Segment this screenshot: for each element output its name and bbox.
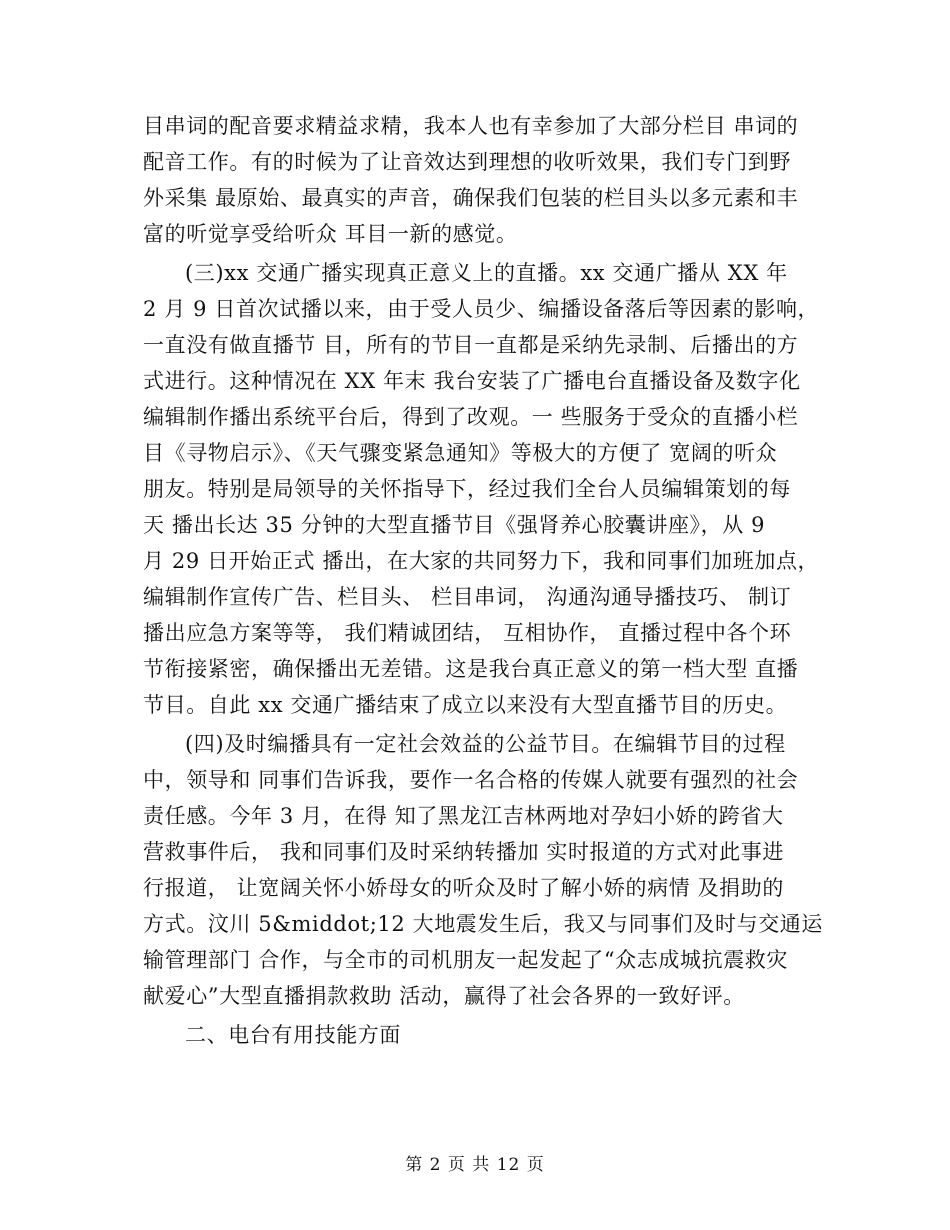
body-text-line: 中，领导和 同事们告诉我，要作一名合格的传媒人就要有强烈的社会 [143, 768, 799, 792]
body-text-line: 一直没有做直播节 目，所有的节目一直都是采纳先录制、后播出的方 [143, 333, 799, 357]
paragraph-heading-3: (三)xx 交通广播实现真正意义上的直播。xx 交通广播从 XX 年 [185, 261, 788, 285]
body-text-line: 输管理部门 合作，与全市的司机朋友一起发起了“众志成城抗震救灾 [143, 948, 789, 972]
body-text-line: 责任感。今年 3 月，在得 知了黑龙江吉林两地对孕妇小娇的跨省大 [143, 804, 784, 828]
body-text-line: 行报道， 让宽阔关怀小娇母女的听众及时了解小娇的病情 及捐助的 [143, 876, 784, 900]
body-text-line: 朋友。特别是局领导的关怀指导下，经过我们全台人员编辑策划的每 [143, 477, 791, 501]
body-text-line: 目《寻物启示》、《天气骤变紧急通知》等极大的方便了 宽阔的听众 [143, 441, 778, 465]
body-text-line: 节目。自此 xx 交通广播结束了成立以来没有大型直播节目的历史。 [143, 693, 788, 717]
body-text-line: 外采集 最原始、最真实的声音，确保我们包装的栏目头以多元素和丰 [143, 186, 799, 210]
body-text-line: 天 播出长达 35 分钟的大型直播节目《强肾养心胶囊讲座》，从 9 [143, 513, 766, 537]
body-text-line: 式进行。这种情况在 XX 年末 我台安装了广播电台直播设备及数字化 [143, 369, 801, 393]
body-text-line: 月 29 日开始正式 播出，在大家的共同努力下，我和同事们加班加点， [143, 549, 820, 573]
paragraph-heading-4: (四)及时编播具有一定社会效益的公益节目。在编辑节目的过程 [185, 732, 786, 756]
body-text-line: 方式。汶川 5&middot;12 大地震发生后，我又与同事们及时与交通运 [143, 912, 823, 936]
body-text-line: 目串词的配音要求精益求精，我本人也有幸参加了大部分栏目 串词的 [143, 114, 799, 138]
body-text-line: 配音工作。有的时候为了让音效达到理想的收听效果，我们专门到野 [143, 150, 791, 174]
body-text-line: 编辑制作宣传广告、栏目头、 栏目串词， 沟通沟通导播技巧、 制订 [143, 585, 792, 609]
body-text-line: 节衔接紧密，确保播出无差错。这是我台真正意义的第一档大型 直播 [143, 657, 799, 681]
page-number-footer: 第 2 页 共 12 页 [405, 1155, 545, 1175]
body-text-line: 编辑制作播出系统平台后，得到了改观。一 些服务于受众的直播小栏 [143, 405, 799, 429]
body-text-line: 2 月 9 日首次试播以来，由于受人员少、编播设备落后等因素的影响， [143, 297, 820, 321]
body-text-line: 营救事件后， 我和同事们及时采纳转播加 实时报道的方式对此事进 [143, 840, 784, 864]
body-text-line: 献爱心”大型直播捐款救助 活动，赢得了社会各界的一致好评。 [143, 984, 745, 1008]
section-heading: 二、电台有用技能方面 [185, 1023, 401, 1047]
body-text-line: 播出应急方案等等， 我们精诚团结， 互相协作， 直播过程中各个环 [143, 621, 792, 645]
body-text-line: 富的听觉享受给听众 耳目一新的感觉。 [143, 222, 518, 246]
